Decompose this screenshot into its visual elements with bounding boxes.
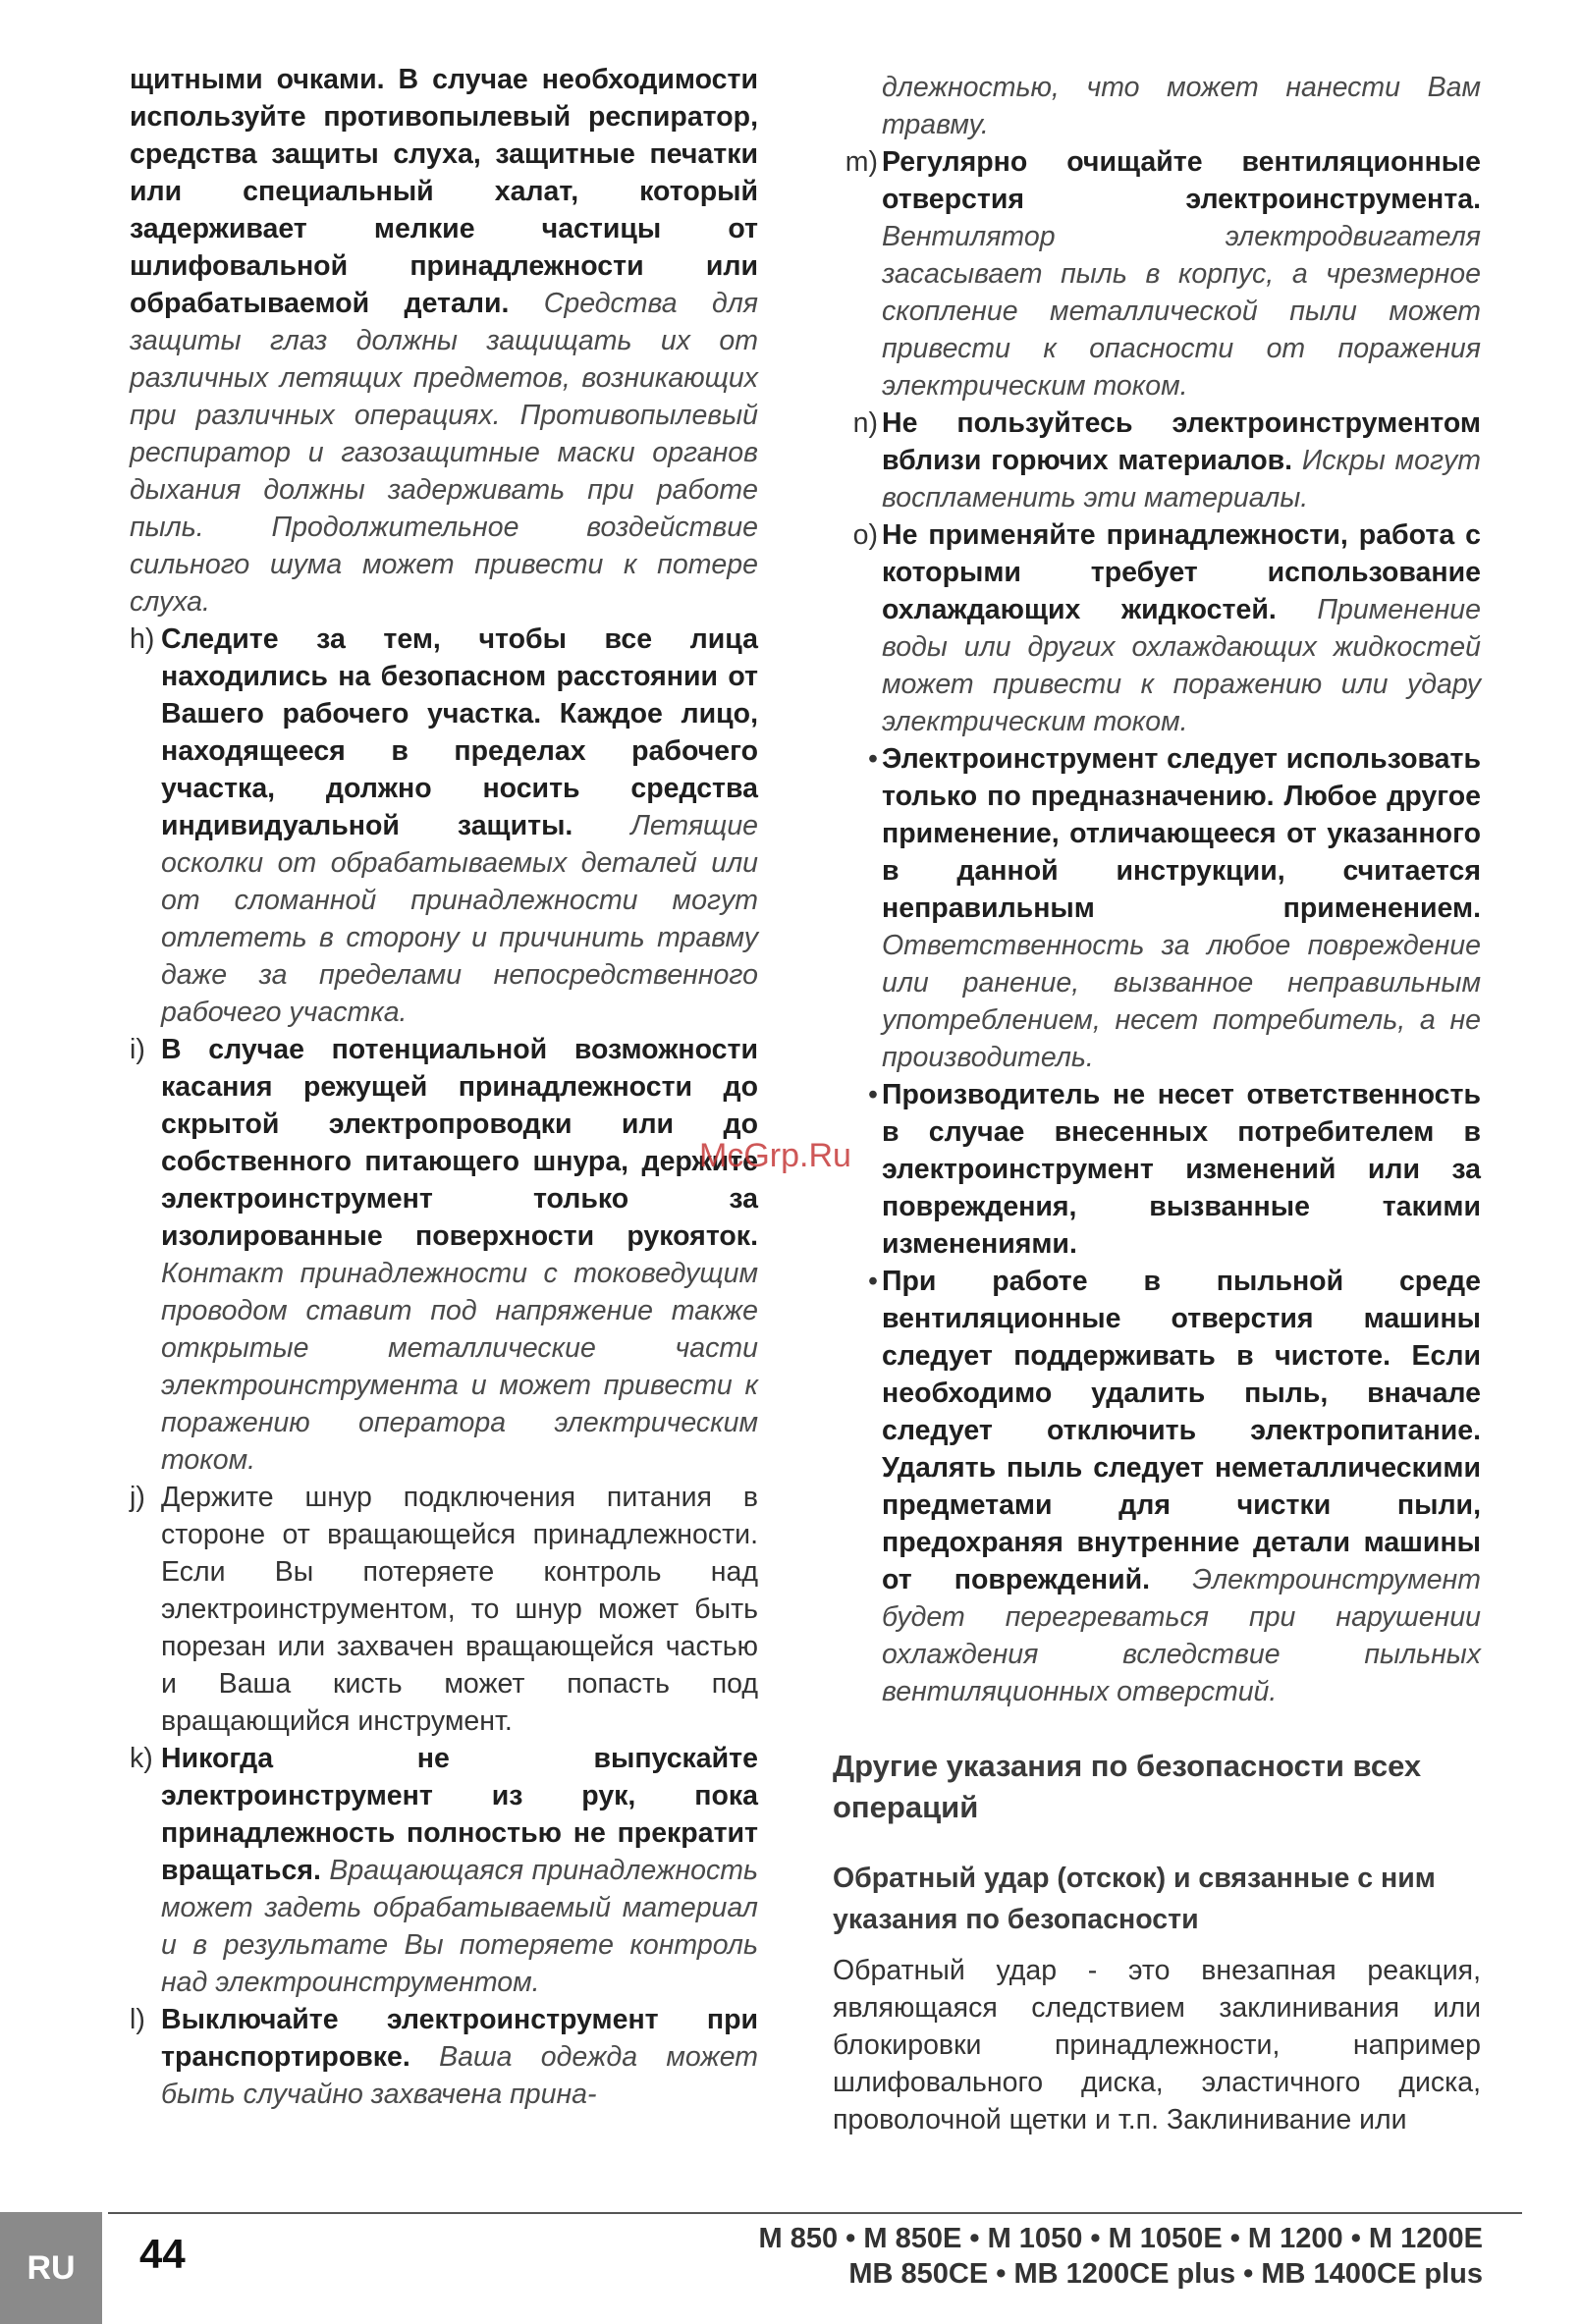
item-italic-text: Применение воды или других охлаждающих жидкостей может привести к поражению или удару электрическим током.	[882, 594, 1481, 737]
item-italic-text: Ответственность за любое повреждение или ранение, вызванное неправильным употреблением, несет потребитель, а не производитель.	[882, 930, 1481, 1073]
item-italic-text: Вентилятор электродвигателя засасывает пыль в корпус, а чрезмерное скопление металлической пыли может привести к опасности от поражения электрическим током.	[882, 221, 1481, 402]
safety-item-m	[833, 143, 1481, 405]
intro-bold-text: щитными очками. В случае необходимости используйте противопылевый респиратор, средства защиты слуха, защитные печатки или специальный халат, который задерживает мелкие частицы от шлифовальной принадлежности или обрабатываемой детали.	[130, 64, 758, 319]
watermark-text: McGrp.Ru	[699, 1137, 851, 1174]
item-label-text: n)	[852, 407, 878, 439]
bullet-glyph: •	[868, 1079, 878, 1110]
item-italic-text: Ваша одежда может быть случайно захвачена прина-	[161, 2041, 758, 2110]
bullet-item-dust	[833, 1263, 1481, 1710]
item-bold-text: Не применяйте принадлежности, работа с которыми требует использование охлаждающих жидкостей.	[882, 519, 1481, 625]
intro-italic-text: Средства для защиты глаз должны защищать их от различных летящих предметов, возникающих при различных операциях. Противопылевый респиратор и газозащитные маски органов дыхания должны задерживать при работе пыль. Продолжительное воздействие сильного шума может привести к потере слуха.	[130, 288, 759, 618]
intro-paragraph	[130, 61, 758, 621]
item-bold-text: Регулярно очищайте вентиляционные отверстия электроинструмента.	[882, 146, 1481, 215]
bullet-icon	[833, 740, 882, 778]
section-subheading: Обратный удар (отскок) и связанные с ним указания по безопасности	[833, 1863, 1436, 1935]
item-bold-text: Следите за тем, чтобы все лица находились на безопасном расстоянии от Вашего рабочего участка. Каждое лицо, находящееся в пределах рабочего участка, должно носить средства индивидуальной защиты.	[161, 623, 758, 841]
models-line-1: M 850 • M 850E • M 1050 • M 1050E • M 1200 • M 1200E	[758, 2223, 1483, 2254]
safety-item-j	[130, 1479, 758, 1740]
bullet-icon	[833, 1263, 882, 1300]
item-italic-text: Искры могут воспламенить эти материалы.	[882, 445, 1481, 513]
safety-item-o	[833, 516, 1481, 740]
bullet-icon	[833, 1076, 882, 1113]
item-label: h)	[130, 623, 155, 655]
item-italic-text: Электроинструмент будет перегреваться при нарушении охлаждения вследствие пыльных вентиляционных отверстий.	[882, 1564, 1481, 1707]
item-bold-text: Не пользуйтесь электроинструментом вблизи горючих материалов.	[882, 407, 1481, 476]
language-tab: RU	[0, 2212, 102, 2324]
item-label-text: m)	[845, 146, 878, 178]
left-column	[130, 61, 758, 2113]
safety-item-l	[130, 2001, 758, 2113]
safety-item-k	[130, 1740, 758, 2001]
page-number: 44	[139, 2231, 186, 2277]
item-label	[833, 516, 882, 554]
safety-item-h	[130, 621, 758, 1031]
item-italic-text: Летящие осколки от обрабатываемых деталей или от сломанной принадлежности могут отлететь в сторону и причинить травму даже за пределами непосредственного рабочего участка.	[161, 810, 759, 1028]
item-label: j)	[130, 1482, 145, 1513]
model-list	[599, 2221, 1483, 2292]
item-label	[833, 405, 882, 442]
item-italic-text: Контакт принадлежности с токоведущим проводом ставит под напряжение также открытые металлические части электроинструмента и может привести к поражению оператора электрическим током.	[161, 1258, 758, 1476]
item-label: k)	[130, 1743, 153, 1774]
item-bold-text: В случае потенциальной возможности касания режущей принадлежности до скрытой электропроводки или до собственного питающего шнура, держите электроинструмент только за изолированные поверхности рукояток.	[161, 1034, 758, 1252]
bullet-item-manufacturer	[833, 1076, 1481, 1263]
item-bold-text: Никогда не выпускайте электроинструмент из рук, пока принадлежность полностью не прекратит вращаться.	[161, 1743, 758, 1886]
bullet-glyph: •	[868, 743, 878, 775]
item-plain-text: Держите шнур подключения питания в стороне от вращающейся принадлежности. Если Вы потеряете контроль над электроинструментом, то шнур может быть порезан или захвачен вращающейся частью и Ваша кисть может попасть под вращающийся инструмент.	[161, 1482, 758, 1737]
bullet-glyph: •	[868, 1266, 878, 1297]
item-bold-text: Выключайте электроинструмент при транспортировке.	[161, 2004, 758, 2073]
item-label: i)	[130, 1034, 145, 1065]
bullet-item-intended-use	[833, 740, 1481, 1076]
item-label: l)	[130, 2004, 145, 2035]
item-label-text: o)	[852, 519, 878, 551]
footer-divider	[108, 2212, 1522, 2214]
right-column	[833, 69, 1481, 2138]
safety-item-i	[130, 1031, 758, 1479]
item-bold-text: Электроинструмент следует использовать только по предназначению. Любое другое применение, отличающееся от указанного в данной инструкции, считается неправильным применением.	[882, 743, 1481, 924]
item-label	[833, 143, 882, 181]
models-line-2: MB 850CE • MB 1200CE plus • MB 1400CE plus	[848, 2258, 1483, 2290]
continuation-italic-text: длежностью, что может нанести Вам травму.	[882, 72, 1481, 140]
item-italic-text: Вращающаяся принадлежность может задеть обрабатываемый материал и в результате Вы потеряете контроль над электроинструментом.	[161, 1855, 758, 1998]
section-heading: Другие указания по безопасности всех операций	[833, 1749, 1422, 1824]
continuation-paragraph	[833, 69, 1481, 143]
item-bold-text: При работе в пыльной среде вентиляционные отверстия машины следует поддерживать в чистоте. Если необходимо удалить пыль, вначале следует отключить электропитание. Удалять пыль следует неметаллическими предметами для чистки пыли, предохраняя внутренние детали машины от повреждений.	[882, 1266, 1481, 1595]
kickback-paragraph: Обратный удар - это внезапная реакция, являющаяся следствием заклинивания или блокировки принадлежности, например шлифовального диска, эластичного диска, проволочной щетки и т.п. Заклинивание или	[833, 1955, 1481, 2135]
safety-item-n	[833, 405, 1481, 516]
item-bold-text: Производитель не несет ответственность в случае внесенных потребителем в электроинструмент изменений или за повреждения, вызванные такими изменениями.	[882, 1079, 1481, 1260]
